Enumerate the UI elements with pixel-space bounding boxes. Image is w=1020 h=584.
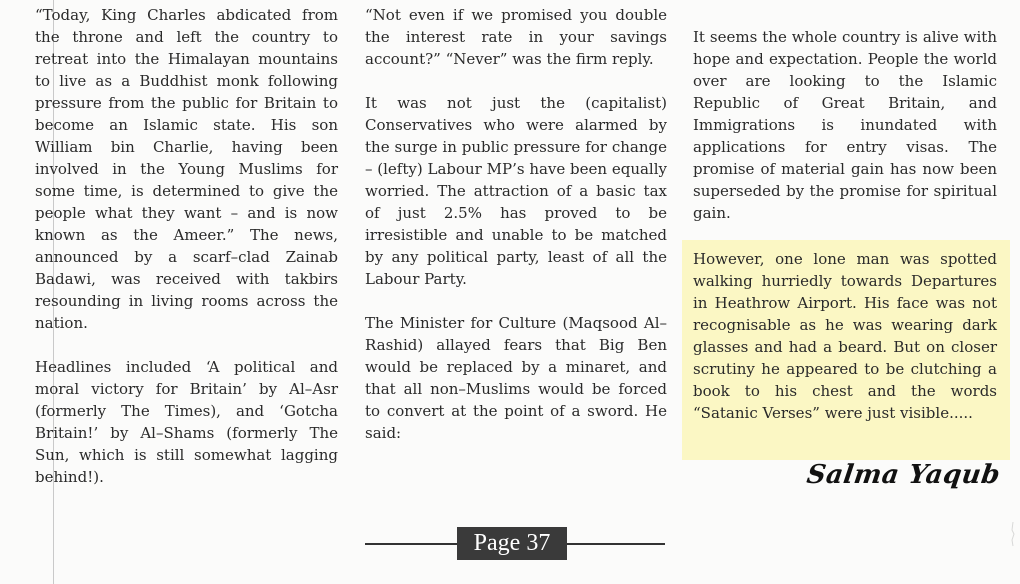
page-number-rule-right: [567, 543, 665, 545]
highlighted-passage: [693, 248, 997, 424]
article-column-2: [365, 4, 667, 444]
column2-paragraph-2: It was not just the (capitalist) Conservatives who were alarmed by the surge in public pressure for change – (lefty) Labour MP’s have been equally worried. The attraction of a basic tax of just 2.5% has proved to be irresistible and unable to be matched by any political party, least of all the Labour Party.: [365, 94, 667, 288]
author-signature: Salma Yaqub: [804, 460, 1003, 490]
column2-paragraph-3: The Minister for Culture (Maqsood Al–Rashid) allayed fears that Big Ben would be replaced by a minaret, and that all non–Muslims would be forced to convert at the point of a sword. He said:: [365, 314, 667, 442]
column3-paragraph-1: It seems the whole country is alive with hope and expectation. People the world over are looking to the Islamic Republic of Great Britain, and Immigrations is inundated with applications for entry visas. The promise of material gain has now been superseded by the promise for spiritual gain.: [693, 28, 997, 222]
scan-artifact-icon: [1010, 520, 1016, 548]
page-number-badge: Page 37: [457, 527, 567, 560]
page-number-rule-left: [365, 543, 457, 545]
article-column-3: [693, 26, 997, 224]
column2-paragraph-1: “Not even if we promised you double the interest rate in your savings account?” “Never” was the firm reply.: [365, 6, 667, 68]
column1-paragraph-2: Headlines included ‘A political and moral victory for Britain’ by Al–Asr (formerly The Times), and ‘Gotcha Britain!’ by Al–Shams (formerly The Sun, which is still somewhat lagging behind!).: [35, 358, 338, 486]
highlighted-paragraph: However, one lone man was spotted walking hurriedly towards Departures in Heathrow Airport. His face was not recognisable as he was wearing dark glasses and had a beard. But on closer scrutiny he appeared to be clutching a book to his chest and the words “Satanic Verses” were just visible.....: [693, 250, 997, 422]
article-column-1: [35, 4, 338, 488]
column1-paragraph-1: “Today, King Charles abdicated from the throne and left the country to retreat into the Himalayan mountains to live as a Buddhist monk following pressure from the public for Britain to become an Islamic state. His son William bin Charlie, having been involved in the Young Muslims for some time, is determined to give the people what they want – and is now known as the Ameer.” The news, announced by a scarf–clad Zainab Badawi, was received with takbirs resounding in living rooms across the nation.: [35, 6, 338, 332]
